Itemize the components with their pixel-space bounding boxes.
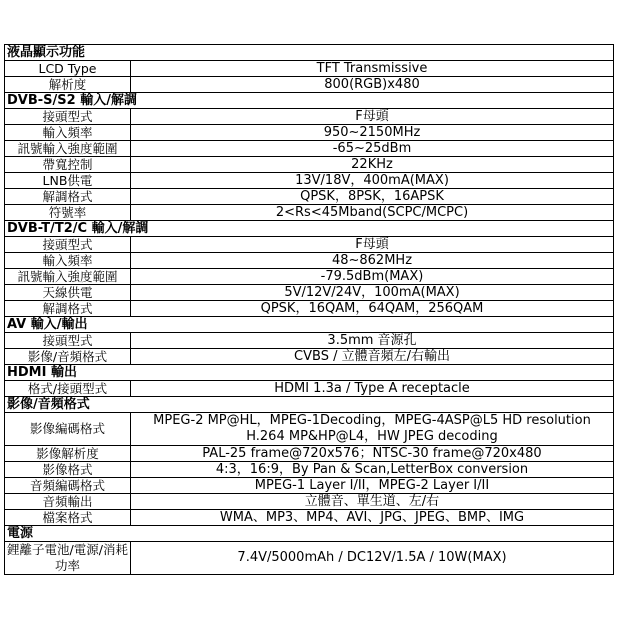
spec-value [131,494,614,510]
spec-value [131,173,614,189]
spec-row [5,141,614,157]
spec-value [131,413,614,446]
spec-label: 訊號輸入強度範圍 [5,269,131,285]
section-row [5,45,614,61]
spec-value-line: H.264 MP&HP@L4，HW JPEG decoding [246,429,498,444]
spec-value-line: 4:3，16:9，By Pan & Scan,LetterBox conversion [215,461,529,477]
spec-row [5,205,614,221]
spec-value-line: 立體音、單生道、左/右 [304,493,440,509]
section-title: DVB-S/S2 輸入/解調 [5,93,614,109]
spec-row [5,494,614,510]
spec-value-line: -79.5dBm(MAX) [320,268,424,284]
spec-row [5,125,614,141]
spec-table [4,44,614,575]
spec-label: 解析度 [5,77,131,93]
spec-value [131,301,614,317]
spec-value-line: PAL-25 frame@720x576；NTSC-30 frame@720x480 [202,445,542,461]
spec-row [5,253,614,269]
section-row [5,397,614,413]
spec-label: 接頭型式 [5,237,131,253]
spec-label: 解調格式 [5,189,131,205]
spec-table-body [5,45,614,575]
spec-value-line: CVBS / 立體音頻左/右輸出 [294,348,450,364]
spec-label: 接頭型式 [5,109,131,125]
spec-value-line: 950~2150MHz [323,124,421,140]
spec-value-line: 13V/18V，400mA(MAX) [295,172,449,188]
spec-value-line: 5V/12V/24V，100mA(MAX) [284,284,460,300]
spec-row [5,269,614,285]
spec-value [131,141,614,157]
spec-value [131,446,614,462]
spec-row [5,301,614,317]
spec-row [5,285,614,301]
spec-value [131,269,614,285]
spec-row [5,446,614,462]
spec-label: 影像編碼格式 [5,413,131,446]
spec-label: 訊號輸入強度範圍 [5,141,131,157]
spec-label: 檔案格式 [5,510,131,526]
spec-row [5,77,614,93]
spec-value [131,381,614,397]
spec-row [5,510,614,526]
spec-value-line: QPSK，8PSK，16APSK [300,188,444,204]
spec-value [131,285,614,301]
spec-label: 天線供電 [5,285,131,301]
spec-row [5,173,614,189]
spec-row [5,157,614,173]
section-title: 電源 [5,526,614,542]
spec-label: 音頻輸出 [5,494,131,510]
spec-label: 影像解析度 [5,446,131,462]
spec-value [131,157,614,173]
spec-label: LCD Type [5,61,131,77]
spec-row [5,61,614,77]
section-row [5,317,614,333]
spec-value-line: F母頭 [355,236,389,252]
spec-value [131,205,614,221]
spec-label: 影像/音頻格式 [5,349,131,365]
spec-label: 帶寬控制 [5,157,131,173]
spec-value [131,542,614,575]
spec-value-line: HDMI 1.3a / Type A receptacle [274,380,470,396]
spec-label: 解調格式 [5,301,131,317]
spec-value-line: TFT Transmissive [316,60,428,76]
spec-value [131,61,614,77]
spec-value-line: MPEG-1 Layer I/II，MPEG-2 Layer I/II [254,477,490,493]
spec-row [5,478,614,494]
spec-value-line: 3.5mm 音源孔 [327,332,417,348]
spec-value [131,109,614,125]
spec-value-line: MPEG-2 MP@HL，MPEG-1Decoding，MPEG-4ASP@L5 HD resolution [153,413,591,428]
spec-value [131,189,614,205]
spec-label: 影像格式 [5,462,131,478]
spec-label: 輸入頻率 [5,253,131,269]
section-title: DVB-T/T2/C 輸入/解調 [5,221,614,237]
spec-label: 符號率 [5,205,131,221]
section-row [5,526,614,542]
spec-value [131,510,614,526]
spec-row [5,542,614,575]
spec-row [5,109,614,125]
spec-value-line: QPSK，16QAM，64QAM，256QAM [260,300,484,316]
spec-row [5,462,614,478]
spec-value [131,349,614,365]
spec-label: 接頭型式 [5,333,131,349]
spec-value-line: F母頭 [355,108,389,124]
spec-value [131,77,614,93]
spec-value-line: 22KHz [351,156,393,172]
spec-value-line: 800(RGB)x480 [324,76,420,92]
spec-value [131,125,614,141]
spec-row [5,333,614,349]
spec-label: LNB供電 [5,173,131,189]
section-row [5,93,614,109]
spec-row [5,381,614,397]
spec-label: 輸入頻率 [5,125,131,141]
section-row [5,365,614,381]
spec-row [5,237,614,253]
spec-value [131,333,614,349]
spec-value [131,253,614,269]
spec-row [5,189,614,205]
spec-label: 音頻編碼格式 [5,478,131,494]
section-title: HDMI 輸出 [5,365,614,381]
spec-value [131,478,614,494]
spec-value [131,237,614,253]
spec-value-line: 48~862MHz [331,252,413,268]
spec-value [131,462,614,478]
section-row [5,221,614,237]
spec-label: 格式/接頭型式 [5,381,131,397]
spec-row [5,349,614,365]
section-title: 液晶顯示功能 [5,45,614,61]
spec-row [5,413,614,446]
section-title: AV 輸入/輸出 [5,317,614,333]
spec-value-line: -65~25dBm [332,140,412,156]
spec-label: 鋰離子電池/電源/消耗功率 [5,542,131,575]
section-title: 影像/音頻格式 [5,397,614,413]
spec-value-line: 7.4V/5000mAh / DC12V/1.5A / 10W(MAX) [237,550,507,565]
spec-value-line: 2<Rs<45Mband(SCPC/MCPC) [275,204,469,220]
spec-value-line: WMA、MP3、MP4、AVI、JPG、JPEG、BMP、IMG [219,509,525,525]
